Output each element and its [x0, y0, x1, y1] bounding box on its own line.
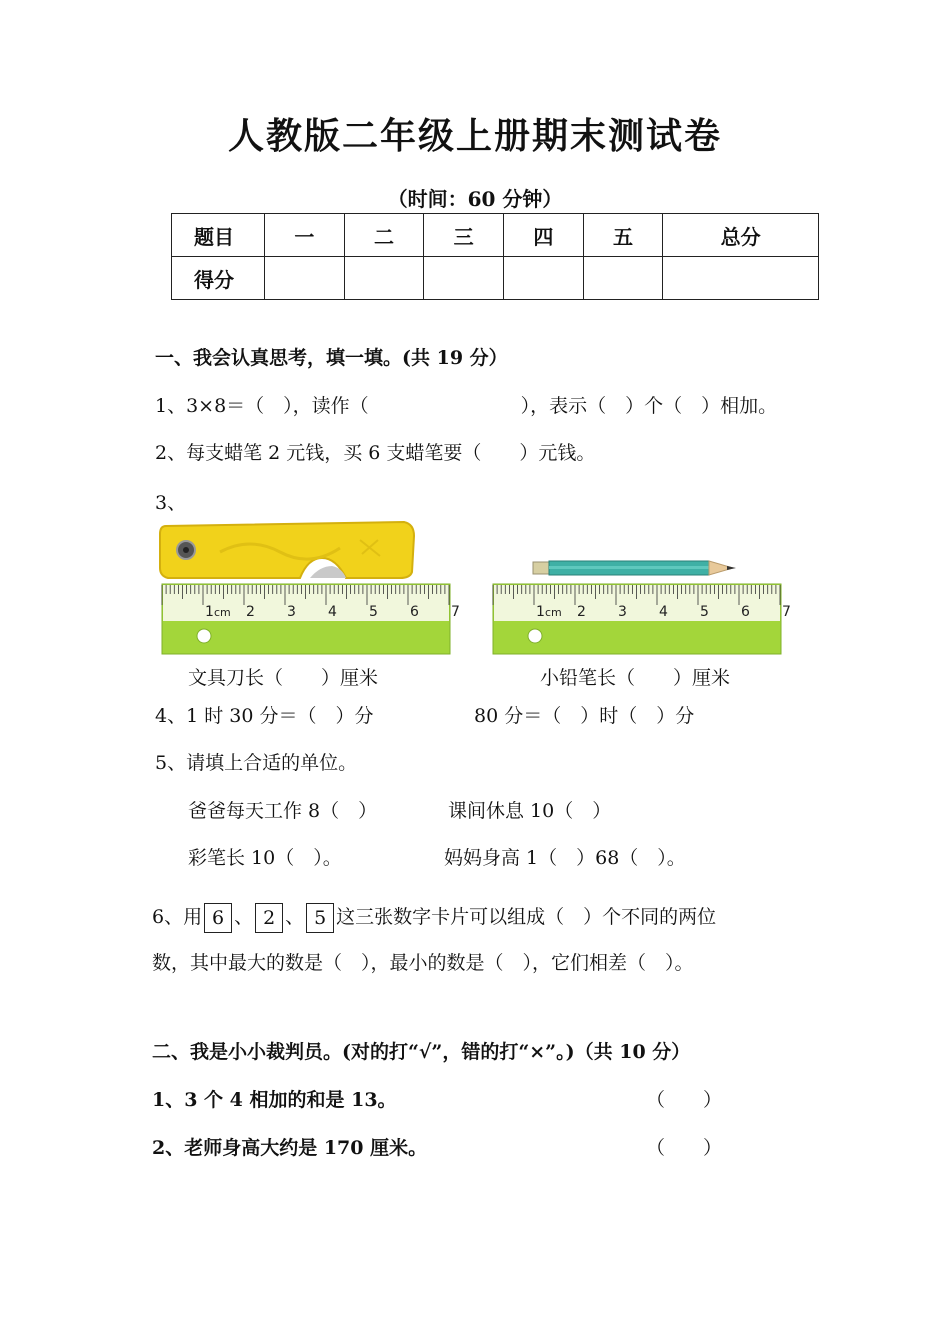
- ruler-number: 4: [659, 604, 668, 620]
- question-6-line-1: [152, 902, 716, 933]
- question-4-left: 4、1 时 30 分＝（ ）分: [155, 705, 374, 727]
- score-cell[interactable]: [344, 257, 424, 300]
- question-5-a: 爸爸每天工作 8（ ）: [188, 800, 378, 822]
- ruler-number: 5: [369, 604, 378, 620]
- score-cell[interactable]: [663, 257, 819, 300]
- score-row-label: 得分: [172, 257, 265, 300]
- score-header-cell: 题目: [172, 214, 265, 257]
- question-5-b: 课间休息 10（ ）: [448, 800, 612, 822]
- score-header-cell: 一: [265, 214, 345, 257]
- ruler-number: 1: [536, 604, 545, 620]
- number-card: 6: [204, 903, 232, 933]
- question-3-pencil-caption: 小铅笔长（ ）厘米: [540, 667, 731, 689]
- score-cell[interactable]: [583, 257, 663, 300]
- score-table: [171, 213, 819, 300]
- question-3-label: 3、: [155, 492, 187, 514]
- score-header-cell: 五: [583, 214, 663, 257]
- judge-answer-blank[interactable]: （ ）: [646, 1137, 723, 1159]
- score-cell[interactable]: [265, 257, 345, 300]
- ruler-unit: cm: [545, 606, 562, 619]
- question-5-d: 妈妈身高 1（ ）68（ ）。: [444, 847, 686, 869]
- ruler-number: 6: [741, 604, 750, 620]
- section1-heading: 一、我会认真思考，填一填。(共 19 分）: [155, 347, 508, 369]
- question-3-knife-caption: 文具刀长（ ）厘米: [188, 667, 379, 689]
- question-6-suffix: 这三张数字卡片可以组成（ ）个不同的两位: [336, 906, 717, 928]
- question-6-prefix: 6、用: [152, 906, 203, 928]
- ruler-hole: [197, 629, 211, 643]
- score-header-cell: 四: [504, 214, 584, 257]
- ruler-number: 3: [618, 604, 627, 620]
- section2-heading: 二、我是小小裁判员。(对的打“√”，错的打“×”。)（共 10 分）: [152, 1041, 691, 1063]
- pencil-image: [533, 559, 743, 577]
- ruler-right: [493, 584, 791, 656]
- ruler-number: 7: [782, 604, 791, 620]
- ruler-number: 2: [246, 604, 255, 620]
- ruler-number: 3: [287, 604, 296, 620]
- ruler-number: 2: [577, 604, 586, 620]
- score-table-score-row: [172, 257, 819, 300]
- time-limit: （时间：60 分钟）: [387, 187, 563, 211]
- score-cell[interactable]: [424, 257, 504, 300]
- question-2: 2、每支蜡笔 2 元钱，买 6 支蜡笔要（ ）元钱。: [155, 442, 596, 464]
- ruler-number: 5: [700, 604, 709, 620]
- question-4-right: 80 分＝（ ）时（ ）分: [474, 705, 695, 727]
- score-cell[interactable]: [504, 257, 584, 300]
- judge-item-2: 2、老师身高大约是 170 厘米。: [152, 1137, 428, 1159]
- question-5: 5、请填上合适的单位。: [155, 752, 358, 774]
- score-header-cell: 三: [424, 214, 504, 257]
- number-card: 2: [255, 903, 283, 933]
- judge-item-1: 1、3 个 4 相加的和是 13。: [152, 1089, 397, 1111]
- card-separator: 、: [285, 906, 305, 928]
- question-5-c: 彩笔长 10（ ）。: [188, 847, 342, 869]
- ruler-number: 4: [328, 604, 337, 620]
- ruler-hole: [528, 629, 542, 643]
- score-header-cell: 二: [344, 214, 424, 257]
- utility-knife-image: [160, 522, 416, 580]
- page-title: 人教版二年级上册期末测试卷: [227, 115, 722, 157]
- question-1: 1、3×8＝（ ），读作（ ），表示（ ）个（ ）相加。: [155, 395, 778, 417]
- number-card: 5: [306, 903, 334, 933]
- ruler-number: 7: [451, 604, 460, 620]
- judge-answer-blank[interactable]: （ ）: [646, 1089, 723, 1111]
- card-separator: 、: [234, 906, 254, 928]
- ruler-number: 1: [205, 604, 214, 620]
- score-header-cell: 总分: [663, 214, 819, 257]
- ruler-number: 6: [410, 604, 419, 620]
- score-table-header-row: [172, 214, 819, 257]
- ruler-left: [162, 584, 460, 656]
- question-6-line-2: 数，其中最大的数是（ ），最小的数是（ ），它们相差（ ）。: [152, 952, 694, 974]
- ruler-unit: cm: [214, 606, 231, 619]
